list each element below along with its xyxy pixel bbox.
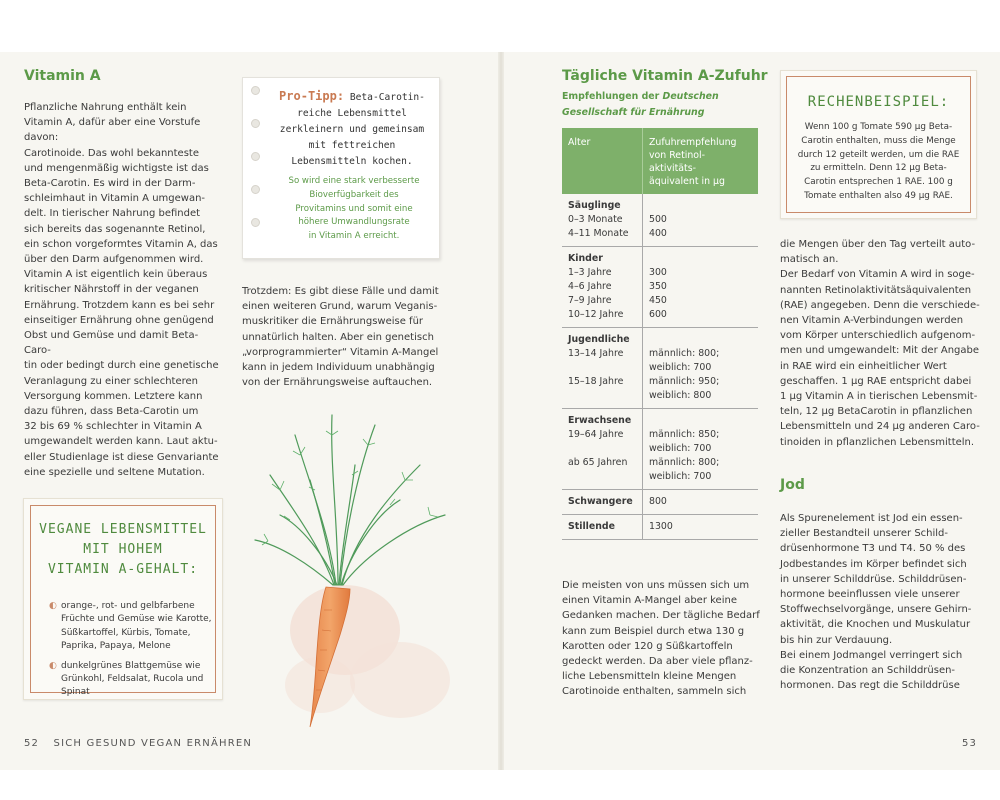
table-cell: 300 350 450 600 <box>643 247 759 328</box>
rae-body: die Mengen über den Tag verteilt auto- matisch an. Der Bedarf von Vitamin A wird in soge- nannten Retinolaktivitätsäquivalenten (RAE) angegeben. Denn die verschiede- nen Vitamin A-Verbindungen werden vom Körper unterschiedlich aufgenom- men und umgewandelt: Mit der Angabe in RAE wird ein einheitlicher Wert geschaffen. 1 µg RAE entspricht dabei 1 µg Vitamin A in tierischen Lebensmit- teln, 12 µg BetaCarotin in pflanzlichen Lebensmitteln und 24 µg anderen Caro- tinoiden in pflanzlichen Lebensmitteln. <box>780 239 980 448</box>
table-heading: Tägliche Vitamin A-Zufuhr <box>562 68 768 84</box>
table-cell: 1300 <box>643 515 759 540</box>
table-cell <box>562 515 643 540</box>
list-item <box>49 660 221 700</box>
group-ages: 13–14 Jahre 15–18 Jahre <box>568 348 624 387</box>
table-header-cell: Alter <box>568 137 591 148</box>
pro-tip-main: Beta-Carotin-reiche Lebensmittel zerkleinern und gemeinsam mit fettreichen Lebensmitteln kochen. <box>279 92 425 167</box>
table-cell <box>562 194 643 247</box>
table-sub-italic: Deutschen <box>662 91 719 102</box>
calc-example-title: RECHENBEISPIEL: <box>807 94 950 110</box>
list-item-text: dunkelgrünes Blattgemüse wie Grünkohl, Feldsalat, Rucola und Spinat <box>61 660 204 698</box>
running-title: SICH GESUND VEGAN ERNÄHREN <box>53 738 253 749</box>
group-name: Säuglinge <box>568 200 621 211</box>
hole-icon <box>251 218 260 227</box>
calc-example-box <box>780 70 977 219</box>
table-sub-italic: Gesellschaft für Ernährung <box>562 107 705 118</box>
group-name: Erwachsene <box>568 415 632 426</box>
trotzdem-body: Trotzdem: Es gibt diese Fälle und damit einen weiteren Grund, warum Veganis- muskritiker die Ernährungsweise für unnatürlich halten. Aber ein genetisch „vorprogrammierter“ Vitamin A-Mangel kann in jedem Individuum unabhängig von der Ernährungsweise auftauchen. <box>242 286 439 389</box>
table-cell <box>562 409 643 490</box>
vitamin-a-mid-body: Die meisten von uns müssen sich um einen Vitamin A-Mangel aber keine Gedanken machen. Der tägliche Bedarf kann zum Beispiel durch etwa 130 g Karotten oder 120 g Süßkartoffeln gedeckt werden. Da aber viele pflanz- liche Lebensmitteln kleine Mengen Carotinoide enthalten, sammeln sich <box>562 580 760 698</box>
table-cell <box>562 328 643 409</box>
table-row <box>562 247 758 328</box>
vitamin-a-body: Pflanzliche Nahrung enthält kein Vitamin A, dafür aber eine Vorstufe davon: Carotinoide. Das wohl bekannteste und mengenmäßig wichtigste ist das Beta-Carotin. Es wird in der Darm- schleimhaut in Vitamin A umgewan- delt. In tierischer Nahrung befindet sich bereits das sogenannte Retinol, ein schon vorgeformtes Vitamin A, das über den Darm aufgenommen wird. Vitamin A ist eigentlich kein überaus kritischer Nährstoff in der veganen Ernährung. Trotzdem kann es bei sehr einseitiger Ernährung ohne genügend Obst und Gemüse und damit Beta-Caro- tin oder bedingt durch eine genetische Veranlagung zu einer schlechteren Versorgung kommen. Letztere kann dazu führen, dass Beta-Carotin um 32 bis 69 % schlechter in Vitamin A umgewandelt werden kann. Laut aktu- eller Studienlage ist diese Genvariante eine spezielle und seltene Mutation. <box>24 102 219 478</box>
table-cell: männlich: 850; weiblich: 700 männlich: 800; weiblich: 700 <box>643 409 759 490</box>
table-row <box>562 194 758 247</box>
hole-icon <box>251 86 260 95</box>
vegan-foods-box <box>23 498 223 700</box>
group-name: Jugendliche <box>568 334 630 345</box>
table-header-cell: Zufuhrempfehlung von Retinol- aktivitäts- äquivalent in µg <box>643 128 759 194</box>
vegan-foods-list <box>49 600 221 704</box>
table-row <box>562 409 758 490</box>
spine <box>498 52 504 770</box>
group-name: Kinder <box>568 253 603 264</box>
table-cell <box>562 247 643 328</box>
table-row <box>562 328 758 409</box>
table-header-row <box>562 128 758 194</box>
group-ages: 19–64 Jahre ab 65 Jahren <box>568 429 628 468</box>
table-row <box>562 515 758 540</box>
table-cell: 800 <box>643 490 759 515</box>
bullet-icon: ◐ <box>49 601 57 611</box>
vegan-foods-title: VEGANE LEBENSMITTEL MIT HOHEM VITAMIN A-GEHALT: <box>39 522 207 577</box>
table-row <box>562 490 758 515</box>
group-ages: 0–3 Monate 4–11 Monate <box>568 214 629 239</box>
calc-example-text: Wenn 100 g Tomate 590 µg Beta- Carotin enthalten, muss die Menge durch 12 geteilt werden, um die RAE zu ermitteln. Denn 12 µg Beta- Carotin entsprechen 1 RAE. 100 g Tomate enthalten also 49 µg RAE. <box>797 122 960 201</box>
group-ages: 1–3 Jahre 4–6 Jahre 7–9 Jahre 10–12 Jahre <box>568 267 624 320</box>
hole-icon <box>251 152 260 161</box>
calc-example-border <box>786 76 971 213</box>
vegan-foods-box-border <box>30 505 216 698</box>
footer-left <box>24 738 252 749</box>
pro-tip-label: Pro-Tipp: <box>279 89 345 103</box>
list-item-text: orange-, rot- und gelbfarbene Früchte und Gemüse wie Karotte, Süßkartoffel, Kürbis, Tomate, Paprika, Papaya, Melone <box>61 601 212 652</box>
carrot-illustration <box>250 405 490 735</box>
jod-heading: Jod <box>780 477 805 493</box>
jod-body: Als Spurenelement ist Jod ein essen- zieller Bestandteil unserer Schild- drüsenhormone T3 und T4. 50 % des Jodbestandes im Körper befindet sich in unserer Schilddrüse. Schilddrüsen- hormone beeinflussen viele unserer Stoffwechselvorgänge, unsere Gehirn- aktivität, die Knochen und Muskulatur bis hin zur Verdauung. Bei einem Jodmangel verringert sich die Konzentration an Schilddrüsen- hormonen. Das regt die Schilddrüse <box>780 513 972 692</box>
table-sub-part: Empfehlungen der <box>562 91 663 102</box>
table-subheading <box>562 89 719 121</box>
pro-tip-subtext: So wird eine stark verbesserte Bioverfügbarkeit des Provitamins und somit eine höhere Umwandlungsrate in Vitamin A erreicht. <box>288 176 420 242</box>
table-cell: 500 400 <box>643 194 759 247</box>
note-holes <box>251 86 260 251</box>
list-item <box>49 600 221 654</box>
vitamin-a-table <box>562 128 758 540</box>
vitamin-a-heading: Vitamin A <box>24 68 101 84</box>
page-number-right: 53 <box>962 738 978 749</box>
group-name: Stillende <box>568 521 615 532</box>
pro-tip-text <box>269 88 435 170</box>
table-cell: männlich: 800; weiblich: 700 männlich: 950; weiblich: 800 <box>643 328 759 409</box>
pro-tip-note <box>242 77 440 259</box>
group-name: Schwangere <box>568 496 633 507</box>
hole-icon <box>251 185 260 194</box>
table-cell <box>562 490 643 515</box>
hole-icon <box>251 119 260 128</box>
page-number-left: 52 <box>24 738 40 749</box>
bullet-icon: ◐ <box>49 660 57 671</box>
